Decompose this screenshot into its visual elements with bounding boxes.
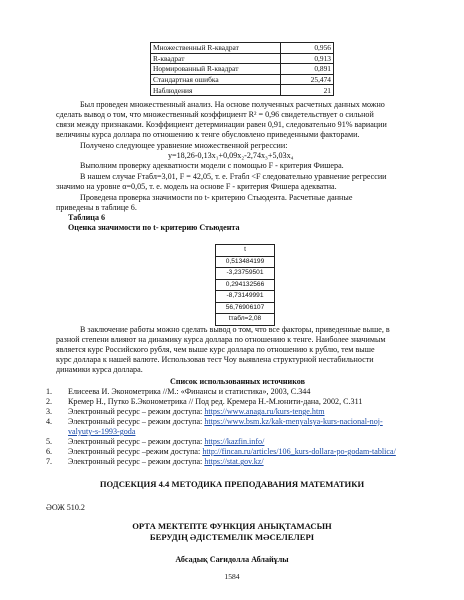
- ref-link[interactable]: https://www.anaga.ru/kurs-tenge.htm: [204, 407, 325, 416]
- regression-label: Стандартная ошибка: [151, 74, 281, 85]
- ref-link[interactable]: https://kazfin.info/: [204, 437, 265, 446]
- para2-text: Получено следующее уравнение множественной регрессии:: [80, 141, 288, 150]
- ref-link[interactable]: https://www.bsm.kz/kak-menyalsya-kurs-nacional-noj-: [204, 417, 383, 426]
- para4-line: В нашем случае Fтабл=3,01, F = 42,05, т. е. Fтабл <F следовательно уравнение регрессии: [80, 172, 387, 181]
- ref-item: [68, 417, 383, 427]
- regression-row: [151, 64, 334, 75]
- ref-text: Электронный ресурс – режим доступа:: [68, 417, 205, 426]
- regression-label: Нормированный R-квадрат: [151, 64, 281, 75]
- ref-link[interactable]: http://fincan.ru/articles/106_kurs-dollara-po-godam-tablica/: [202, 447, 396, 456]
- regression-value: 25,474: [281, 74, 334, 85]
- ref-number: 7.: [46, 457, 53, 466]
- t-test-table: [215, 244, 275, 326]
- t-value: 0,294132566: [216, 279, 275, 291]
- ref-text: Электронный ресурс – режим доступа:: [68, 437, 205, 446]
- regression-row: [151, 74, 334, 85]
- ref-number: 4.: [46, 417, 53, 426]
- ref-item: [68, 437, 264, 447]
- ref-number: 1.: [46, 387, 53, 396]
- article-title-line1: ОРТА МЕКТЕПТЕ ФУНКЦИЯ АНЫҚТАМАСЫН: [132, 521, 332, 531]
- para5-line: приведены в таблице 6.: [56, 203, 137, 212]
- ref-text: Электронный ресурс –режим доступа:: [68, 447, 203, 456]
- para1-line: сделать вывод о том, что множественный коэффициент R² = 0,96 свидетельствует о сильной: [56, 110, 374, 119]
- para5-line: Проведена проверка значимости по t- критерию Стьюдента. Расчетные данные: [80, 193, 353, 202]
- table6-label: Таблица 6: [68, 213, 106, 222]
- para6-line: динамики курса доллара.: [56, 365, 143, 374]
- ref-link[interactable]: https://stat.gov.kz/: [204, 457, 264, 466]
- ref-item: [68, 457, 264, 467]
- udc-code: ӘОЖ 510.2: [46, 503, 85, 512]
- para1-line: связи между признаками. Коэффициент детерминации равен 0,91, следовательно 91% вариации: [56, 120, 387, 129]
- regression-label: Наблюдения: [151, 85, 281, 96]
- para6-line: разной степени влияют на динамику курса доллара по отношению к тенге. Наиболее значимым: [56, 335, 386, 344]
- para6-line: курс доллара к нашей валюте. Использовав тест Чоу выявлена структурной нестабильности: [56, 355, 374, 364]
- regression-row: [151, 43, 334, 54]
- regression-value: 0,956: [281, 43, 334, 54]
- regression-value: 0,913: [281, 53, 334, 64]
- ref-text: Елисеева И. Эконометрика //М.: «Финансы и статистика», 2003, С.344: [68, 387, 311, 396]
- ref-item: [68, 447, 396, 457]
- ref-number: 5.: [46, 437, 53, 446]
- table6-title: Оценка значимости по t- критерию Стьюдента: [68, 223, 240, 232]
- para3-text: Выполним проверку адекватности модели с помощью F - критерия Фишера.: [80, 161, 344, 170]
- ref-number: 2.: [46, 397, 53, 406]
- ref-link-continued: [68, 427, 135, 437]
- para1-line: величины курса доллара по отношению к тенге обусловлено приведенными факторами.: [56, 130, 360, 139]
- t-table-value: tтабл=2,08: [216, 314, 275, 326]
- ref-link[interactable]: valyuty-s-1993-goda: [68, 427, 136, 436]
- regression-row: [151, 85, 334, 96]
- author-name: Абсадық Сағидолла Аблайұлы: [175, 555, 289, 564]
- article-title-line2: БЕРУДІҢ ӘДІСТЕМЕЛІК МӘСЕЛЕЛЕРІ: [149, 532, 315, 542]
- para4-line: значимо на уровне α=0,05, т. е. модель на основе F - критерия Фишера адекватна.: [56, 182, 337, 191]
- t-header: t: [216, 245, 275, 257]
- t-value: -8,73149991: [216, 291, 275, 303]
- regression-row: [151, 53, 334, 64]
- para6-line: является курс Российского рубля, чем выше курс доллара по отношению к рублю, тем выше: [56, 345, 375, 354]
- regression-label: R-квадрат: [151, 53, 281, 64]
- ref-number: 6.: [46, 447, 53, 456]
- regression-equation: y=18,26-0,13x₁+0,09x₂-2,74x₃+5,03x₄: [168, 151, 294, 160]
- ref-text: Электронный ресурс – режим доступа:: [68, 407, 205, 416]
- section-heading: ПОДСЕКЦИЯ 4.4 МЕТОДИКА ПРЕПОДАВАНИЯ МАТЕМАТИКИ: [99, 479, 365, 489]
- regression-value: 0,891: [281, 64, 334, 75]
- para1-line: Был проведен множественный анализ. На основе полученных расчетных данных можно: [80, 100, 385, 109]
- ref-number: 3.: [46, 407, 53, 416]
- references-heading: Список использованных источников: [170, 377, 305, 386]
- t-value: -3,23759501: [216, 268, 275, 280]
- ref-text: Кремер Н., Путко Б.Эконометрика // Под ред. Кремера Н.-М.юнити-дана, 2002, С.311: [68, 397, 363, 406]
- regression-value: 21: [281, 85, 334, 96]
- regression-label: Множественный R-квадрат: [151, 43, 281, 54]
- page-number: 1584: [224, 572, 240, 581]
- t-value: 56,76906107: [216, 302, 275, 314]
- ref-text: Электронный ресурс – режим доступа:: [68, 457, 205, 466]
- ref-item: [68, 407, 325, 417]
- para6-line: В заключение работы можно сделать вывод о том, что все факторы, приведенные выше, в: [80, 325, 390, 334]
- regression-stats-table: [150, 42, 334, 96]
- t-value: 0,513484199: [216, 256, 275, 268]
